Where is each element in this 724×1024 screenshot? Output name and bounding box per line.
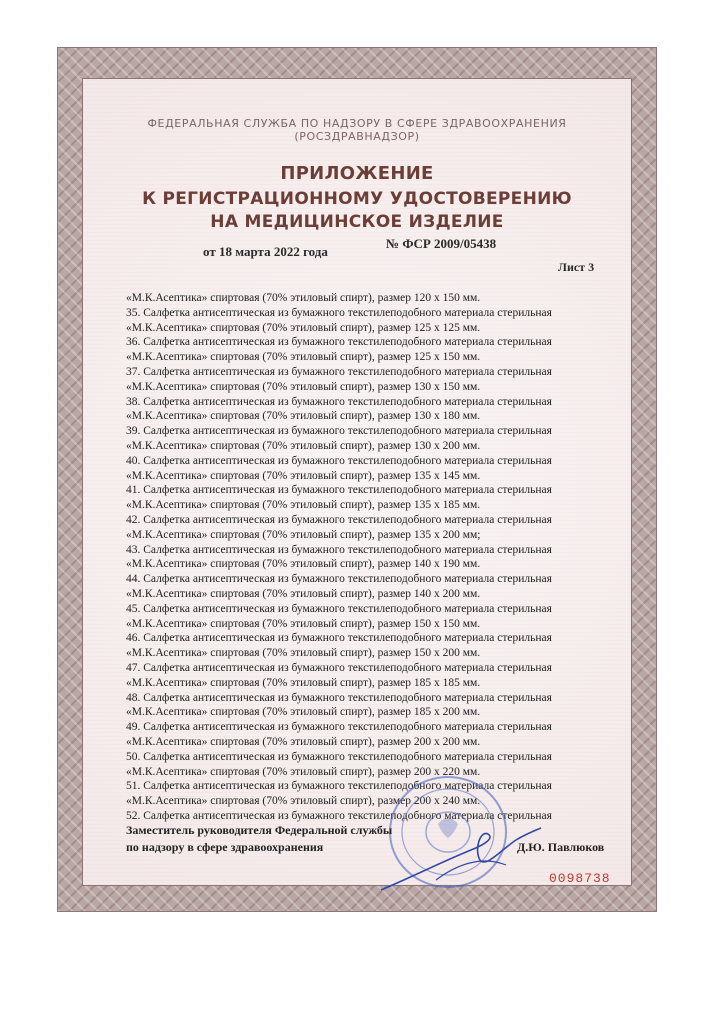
list-line: 50. Салфетка антисептическая из бумажного текстилеподобного материала стерильная	[126, 750, 552, 763]
list-line: 40. Салфетка антисептическая из бумажного текстилеподобного материала стерильная	[126, 454, 552, 467]
document-subtitle-1: К РЕГИСТРАЦИОННОМУ УДОСТОВЕРЕНИЮ	[142, 189, 572, 209]
document-subtitle-2: НА МЕДИЦИНСКОЕ ИЗДЕЛИЕ	[210, 212, 504, 232]
signer-name: Д.Ю. Павлюков	[517, 840, 605, 854]
list-line: «М.К.Асептика» спиртовая (70% этиловый спирт), размер 140 x 190 мм.	[126, 558, 481, 571]
list-line: 45. Салфетка антисептическая из бумажного текстилеподобного материала стерильная	[126, 602, 552, 615]
list-line: 41. Салфетка антисептическая из бумажного текстилеподобного материала стерильная	[126, 484, 552, 497]
list-line: «М.К.Асептика» спиртовая (70% этиловый спирт), размер 200 x 220 мм.	[126, 765, 481, 778]
list-line: 42. Салфетка антисептическая из бумажного текстилеподобного материала стерильная	[126, 513, 552, 526]
list-line: «М.К.Асептика» спиртовая (70% этиловый спирт), размер 120 x 150 мм.	[126, 292, 481, 304]
list-line: 51. Салфетка антисептическая из бумажного текстилеподобного материала стерильная	[126, 780, 552, 793]
list-line: «М.К.Асептика» спиртовая (70% этиловый спирт), размер 135 x 200 мм;	[126, 528, 481, 541]
list-line: 39. Салфетка антисептическая из бумажного текстилеподобного материала стерильная	[126, 425, 552, 438]
list-line: «М.К.Асептика» спиртовая (70% этиловый спирт), размер 185 x 185 мм.	[126, 676, 481, 689]
document-title: ПРИЛОЖЕНИЕ	[280, 163, 434, 184]
signer-title-line2: по надзору в сфере здравоохранения	[126, 840, 324, 854]
list-line: «М.К.Асептика» спиртовая (70% этиловый спирт), размер 200 x 240 мм.	[126, 795, 481, 808]
item-list	[126, 291, 614, 824]
list-line: 38. Салфетка антисептическая из бумажного текстилеподобного материала стерильная	[126, 395, 552, 408]
registration-number: № ФСР 2009/05438	[386, 236, 497, 251]
signature-icon	[376, 820, 546, 900]
list-line: «М.К.Асептика» спиртовая (70% этиловый спирт), размер 130 x 150 мм.	[126, 380, 481, 393]
list-line: «М.К.Асептика» спиртовая (70% этиловый спирт), размер 135 x 145 мм.	[126, 469, 481, 482]
list-line: 48. Салфетка антисептическая из бумажного текстилеподобного материала стерильная	[126, 691, 552, 704]
list-line: «М.К.Асептика» спиртовая (70% этиловый спирт), размер 135 x 185 мм.	[126, 499, 481, 512]
list-line: 52. Салфетка антисептическая из бумажного текстилеподобного материала стерильная	[126, 809, 552, 822]
signer-title-line1: Заместитель руководителя Федеральной службы	[126, 823, 393, 837]
agency-name: ФЕДЕРАЛЬНАЯ СЛУЖБА ПО НАДЗОРУ В СФЕРЕ ЗДРАВООХРАНЕНИЯ	[147, 117, 567, 130]
issue-date: от 18 марта 2022 года	[203, 244, 328, 259]
list-line: 37. Салфетка антисептическая из бумажного текстилеподобного материала стерильная	[126, 365, 552, 378]
list-line: «М.К.Асептика» спиртовая (70% этиловый спирт), размер 140 x 200 мм.	[126, 587, 481, 600]
list-line: 44. Салфетка антисептическая из бумажного текстилеподобного материала стерильная	[126, 573, 552, 586]
list-line: 47. Салфетка антисептическая из бумажного текстилеподобного материала стерильная	[126, 661, 552, 674]
list-line: 43. Салфетка антисептическая из бумажного текстилеподобного материала стерильная	[126, 543, 552, 556]
list-line: 36. Салфетка антисептическая из бумажного текстилеподобного материала стерильная	[126, 336, 552, 349]
list-line: «М.К.Асептика» спиртовая (70% этиловый спирт), размер 150 x 150 мм.	[126, 617, 481, 630]
list-line: 49. Салфетка антисептическая из бумажного текстилеподобного материала стерильная	[126, 721, 552, 734]
agency-abbreviation: (РОСЗДРАВНАДЗОР)	[294, 130, 420, 143]
list-line: 35. Салфетка антисептическая из бумажного текстилеподобного материала стерильная	[126, 306, 552, 319]
list-line: 46. Салфетка антисептическая из бумажного текстилеподобного материала стерильная	[126, 632, 552, 645]
list-line: «М.К.Асептика» спиртовая (70% этиловый спирт), размер 130 x 180 мм.	[126, 410, 481, 423]
list-line: «М.К.Асептика» спиртовая (70% этиловый спирт), размер 130 x 200 мм.	[126, 439, 481, 452]
list-line: «М.К.Асептика» спиртовая (70% этиловый спирт), размер 150 x 200 мм.	[126, 647, 481, 660]
list-line: «М.К.Асептика» спиртовая (70% этиловый спирт), размер 200 x 200 мм.	[126, 735, 481, 748]
sheet-number: Лист 3	[558, 260, 595, 274]
serial-number: 0098738	[549, 871, 611, 886]
list-line: «М.К.Асептика» спиртовая (70% этиловый спирт), размер 125 x 150 мм.	[126, 351, 481, 364]
list-line: «М.К.Асептика» спиртовая (70% этиловый спирт), размер 125 x 125 мм.	[126, 321, 481, 334]
list-line: «М.К.Асептика» спиртовая (70% этиловый спирт), размер 185 x 200 мм.	[126, 706, 481, 719]
